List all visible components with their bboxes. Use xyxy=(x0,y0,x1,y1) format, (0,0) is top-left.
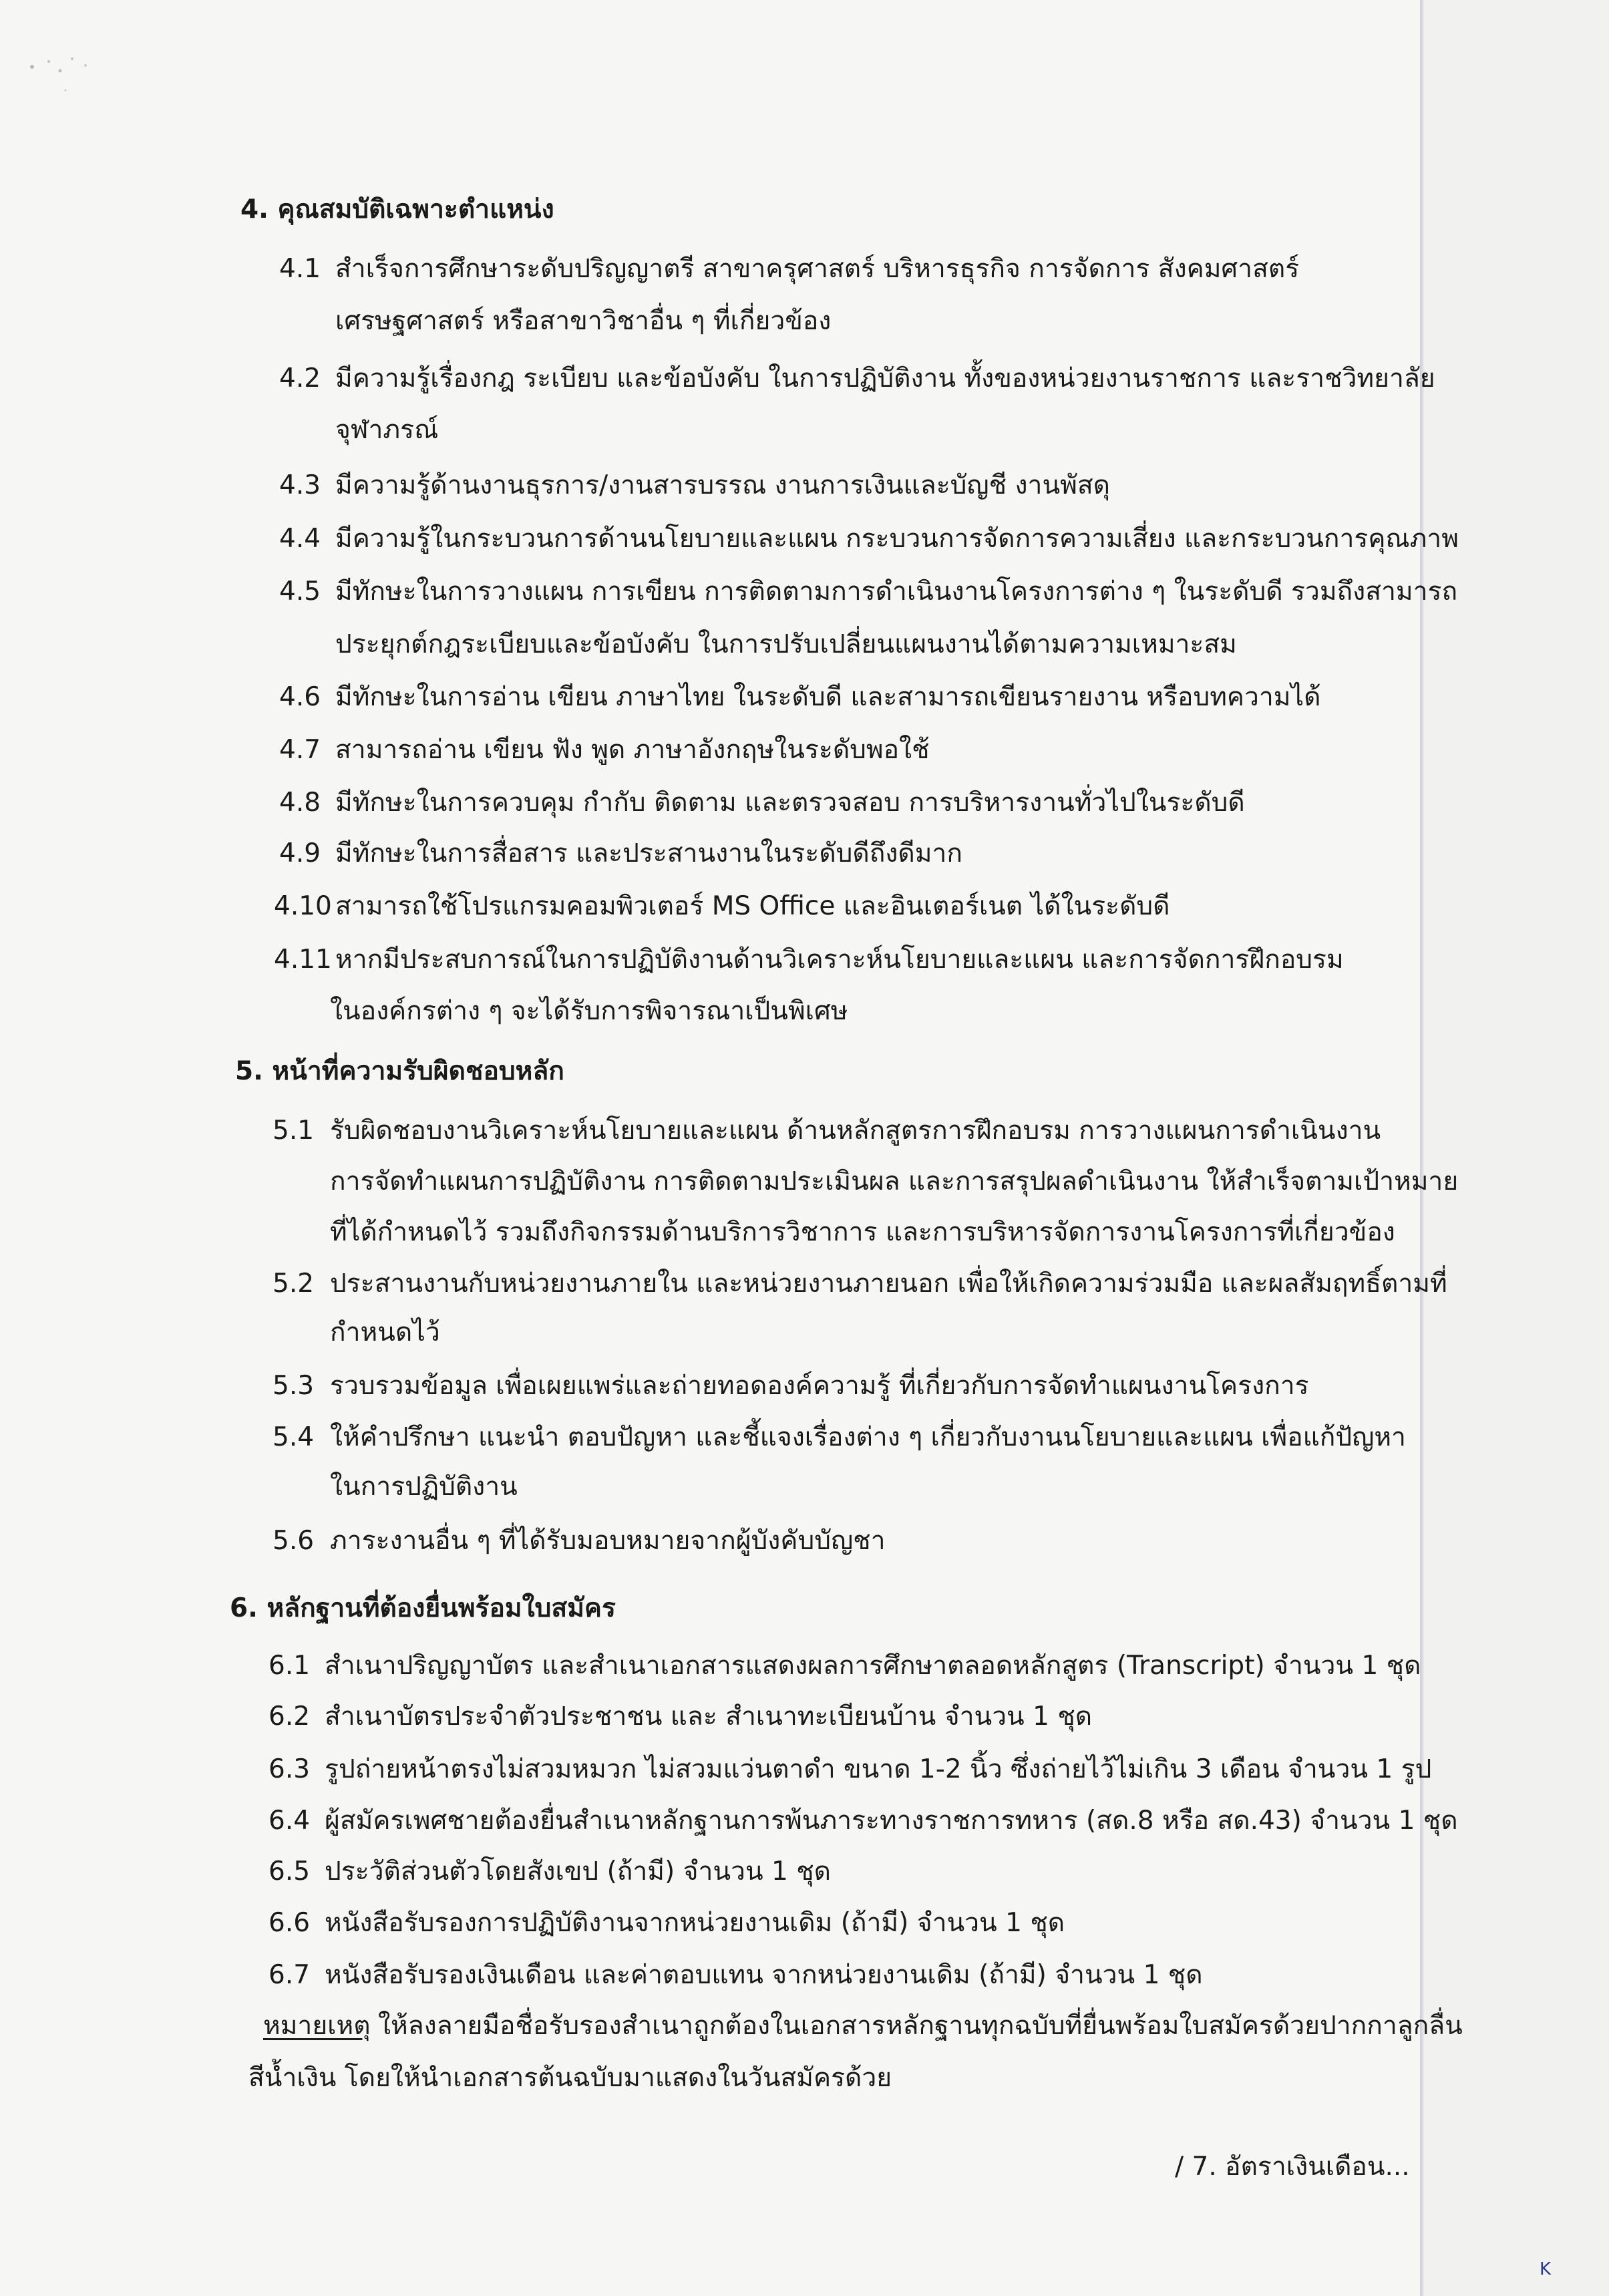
section-4-heading: 4. คุณสมบัติเฉพาะตำแหน่ง xyxy=(240,194,554,224)
item-text: สำเนาปริญญาบัตร และสำเนาเอกสารแสดงผลการศึกษาตลอดหลักสูตร (Transcript) จำนวน 1 ชุด xyxy=(325,1651,1421,1681)
item-text: ผู้สมัครเพศชายต้องยื่นสำเนาหลักฐานการพ้นภาระทางราชการทหาร (สด.8 หรือ สด.43) จำนวน 1 ชุด xyxy=(325,1806,1458,1836)
item-text: กำหนดไว้ xyxy=(330,1317,440,1347)
scan-margin-shade xyxy=(1424,0,1609,2296)
item-number: 4.2 xyxy=(279,363,321,393)
item-number: 5.4 xyxy=(273,1422,315,1452)
item-text: ที่ได้กำหนดไว้ รวมถึงกิจกรรมด้านบริการวิชาการ และการบริหารจัดการงานโครงการที่เกี่ยวข้อง xyxy=(330,1217,1395,1247)
item-text: ภาระงานอื่น ๆ ที่ได้รับมอบหมายจากผู้บังคับบัญชา xyxy=(330,1526,886,1556)
item-number: 6.4 xyxy=(269,1806,311,1836)
note-text: ให้ลงลายมือชื่อรับรองสำเนาถูกต้องในเอกสารหลักฐานทุกฉบับที่ยื่นพร้อมใบสมัครด้วยปากกาลูกลื่น xyxy=(378,2011,1463,2041)
item-text: ในองค์กรต่าง ๆ จะได้รับการพิจารณาเป็นพิเศษ xyxy=(330,996,848,1026)
item-text: รวบรวมข้อมูล เพื่อเผยแพร่และถ่ายทอดองค์ความรู้ ที่เกี่ยวกับการจัดทำแผนงานโครงการ xyxy=(330,1371,1309,1401)
item-text: มีทักษะในการควบคุม กำกับ ติดตาม และตรวจสอบ การบริหารงานทั่วไปในระดับดี xyxy=(335,788,1245,818)
item-number: 4.8 xyxy=(279,788,321,818)
note-label: หมายเหตุ xyxy=(263,2011,371,2041)
item-number: 6.7 xyxy=(269,1960,311,1990)
scan-edge-line xyxy=(1420,0,1424,2296)
item-number: 5.3 xyxy=(273,1371,315,1401)
continuation-text: / 7. อัตราเงินเดือน... xyxy=(1175,2152,1410,2182)
item-text: มีทักษะในการวางแผน การเขียน การติดตามการดำเนินงานโครงการต่าง ๆ ในระดับดี รวมถึงสามารถ xyxy=(335,577,1458,607)
item-number: 4.6 xyxy=(279,682,321,712)
item-text: หากมีประสบการณ์ในการปฏิบัติงานด้านวิเคราะห์นโยบายและแผน และการจัดการฝึกอบรม xyxy=(335,945,1344,975)
item-text: ให้คำปรึกษา แนะนำ ตอบปัญหา และชี้แจงเรื่องต่าง ๆ เกี่ยวกับงานนโยบายและแผน เพื่อแก้ปัญหา xyxy=(330,1422,1406,1452)
section-5-heading: 5. หน้าที่ความรับผิดชอบหลัก xyxy=(235,1056,564,1086)
item-number: 5.2 xyxy=(273,1269,315,1299)
item-text: สำเนาบัตรประจำตัวประชาชน และ สำเนาทะเบียนบ้าน จำนวน 1 ชุด xyxy=(325,1701,1093,1732)
item-number: 6.3 xyxy=(269,1754,311,1784)
item-text: ในการปฏิบัติงาน xyxy=(330,1472,518,1502)
item-text: มีทักษะในการสื่อสาร และประสานงานในระดับดีถึงดีมาก xyxy=(335,838,962,868)
item-text: สามารถใช้โปรแกรมคอมพิวเตอร์ MS Office และอินเตอร์เนต ได้ในระดับดี xyxy=(335,891,1170,921)
item-text: สามารถอ่าน เขียน ฟัง พูด ภาษาอังกฤษในระดับพอใช้ xyxy=(335,735,930,765)
item-number: 4.11 xyxy=(274,945,332,975)
item-text: ประสานงานกับหน่วยงานภายใน และหน่วยงานภายนอก เพื่อให้เกิดความร่วมมือ และผลสัมฤทธิ์ตามที่ xyxy=(330,1269,1447,1299)
item-text: รับผิดชอบงานวิเคราะห์นโยบายและแผน ด้านหลักสูตรการฝึกอบรม การวางแผนการดำเนินงาน xyxy=(330,1116,1381,1146)
item-text: หนังสือรับรองการปฏิบัติงานจากหน่วยงานเดิม (ถ้ามี) จำนวน 1 ชุด xyxy=(325,1908,1065,1938)
item-number: 4.4 xyxy=(279,524,321,554)
section-6-heading: 6. หลักฐานที่ต้องยื่นพร้อมใบสมัคร xyxy=(230,1593,616,1623)
item-number: 4.5 xyxy=(279,577,321,607)
item-text: หนังสือรับรองเงินเดือน และค่าตอบแทน จากหน่วยงานเดิม (ถ้ามี) จำนวน 1 ชุด xyxy=(325,1960,1203,1990)
item-number: 5.1 xyxy=(273,1116,315,1146)
item-number: 4.9 xyxy=(279,838,321,868)
item-text: ประวัติส่วนตัวโดยสังเขป (ถ้ามี) จำนวน 1 ชุด xyxy=(325,1856,832,1887)
item-text: เศรษฐศาสตร์ หรือสาขาวิชาอื่น ๆ ที่เกี่ยวข้อง xyxy=(335,306,832,336)
item-text: มีทักษะในการอ่าน เขียน ภาษาไทย ในระดับดี และสามารถเขียนรายงาน หรือบทความได้ xyxy=(335,682,1321,712)
item-number: 4.1 xyxy=(279,254,321,284)
item-number: 6.2 xyxy=(269,1701,311,1732)
note-text: สีน้ำเงิน โดยให้นำเอกสารต้นฉบับมาแสดงในวันสมัครด้วย xyxy=(248,2063,892,2093)
item-text: จุฬาภรณ์ xyxy=(335,415,439,445)
item-text: ประยุกต์กฎระเบียบและข้อบังคับ ในการปรับเปลี่ยนแผนงานได้ตามความเหมาะสม xyxy=(335,629,1237,659)
item-number: 6.6 xyxy=(269,1908,311,1938)
item-text: การจัดทำแผนการปฏิบัติงาน การติดตามประเมินผล และการสรุปผลดำเนินงาน ให้สำเร็จตามเป้าหมาย xyxy=(330,1166,1459,1196)
item-text: มีความรู้ด้านงานธุรการ/งานสารบรรณ งานการเงินและบัญชี งานพัสดุ xyxy=(335,470,1110,500)
item-number: 4.10 xyxy=(274,891,332,921)
item-number: 6.1 xyxy=(269,1651,311,1681)
scan-speck xyxy=(12,27,126,107)
item-number: 5.6 xyxy=(273,1526,315,1556)
item-number: 4.3 xyxy=(279,470,321,500)
item-number: 4.7 xyxy=(279,735,321,765)
corner-mark: K xyxy=(1540,2259,1552,2279)
item-text: มีความรู้ในกระบวนการด้านนโยบายและแผน กระบวนการจัดการความเสี่ยง และกระบวนการคุณภาพ xyxy=(335,524,1459,554)
item-text: สำเร็จการศึกษาระดับปริญญาตรี สาขาครุศาสตร์ บริหารธุรกิจ การจัดการ สังคมศาสตร์ xyxy=(335,254,1300,284)
item-text: รูปถ่ายหน้าตรงไม่สวมหมวก ไม่สวมแว่นตาดำ ขนาด 1-2 นิ้ว ซึ่งถ่ายไว้ไม่เกิน 3 เดือน จำนวน 1 รูป xyxy=(325,1754,1432,1784)
item-text: มีความรู้เรื่องกฎ ระเบียบ และข้อบังคับ ในการปฏิบัติงาน ทั้งของหน่วยงานราชการ และราชวิทยาลัย xyxy=(335,363,1435,393)
item-number: 6.5 xyxy=(269,1856,311,1887)
